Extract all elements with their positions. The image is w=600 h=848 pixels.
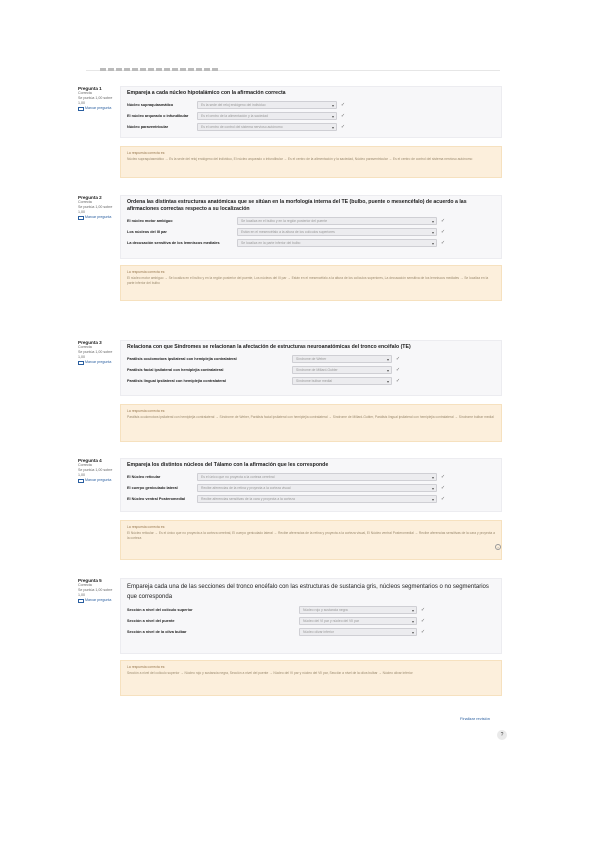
- match-select[interactable]: Es el único que no proyecta a la corteza cerebral ▾: [197, 473, 437, 481]
- question-content: [120, 195, 502, 259]
- correct-icon: ✓: [440, 474, 446, 480]
- chevron-down-icon: ▾: [431, 219, 434, 224]
- correct-icon: ✓: [440, 229, 446, 235]
- correct-icon: ✓: [395, 378, 401, 384]
- question-text: Relaciona con que Síndromes se relacionan la afectación de estructuras neuroanatómicas del tronco encéfalo (TE): [127, 344, 411, 350]
- match-row: [127, 365, 495, 375]
- match-row: [127, 472, 495, 482]
- flag-icon: [78, 361, 84, 365]
- chevron-down-icon: ▾: [431, 230, 434, 235]
- flag-question-button[interactable]: Marcar pregunta: [78, 598, 118, 603]
- match-select[interactable]: Núcleo olivar inferior ▾: [299, 628, 417, 636]
- match-row: [127, 111, 495, 121]
- chevron-down-icon: ▾: [331, 103, 334, 108]
- question-info: [78, 458, 118, 504]
- question-score: Se puntúa 1,00 sobre 1,00: [78, 468, 113, 477]
- match-label: La decusación sensitiva de los lemniscos mediales: [127, 241, 220, 245]
- question-content: [120, 458, 502, 512]
- question-number: Pregunta 5: [78, 578, 102, 583]
- flag-icon: [78, 599, 84, 603]
- match-label: Sección a nivel del colículo superior: [127, 608, 193, 612]
- question-number: Pregunta 4: [78, 458, 102, 463]
- question-status: Correcta: [78, 200, 92, 204]
- match-row: [127, 216, 495, 226]
- question-number: Pregunta 2: [78, 195, 102, 200]
- chevron-down-icon: ▾: [431, 486, 434, 491]
- match-select[interactable]: Núcleo del VI par y núcleo del VII par ▾: [299, 617, 417, 625]
- match-select[interactable]: Es la sede del reloj endógeno del individuo ▾: [197, 101, 337, 109]
- chevron-down-icon: ▾: [386, 379, 389, 384]
- match-row: [127, 616, 495, 626]
- match-label: El Núcleo ventral Posteromedial: [127, 497, 186, 501]
- question-text: Ordena las distintas estructuras anatómicas que se sitúan en la morfología interna del TE (bulbo, puente o mesencéfalo) de acuerdo a las afirmaciones correctas respecto a su localización: [127, 199, 467, 212]
- help-button[interactable]: ?: [497, 730, 507, 740]
- feedback-title: La respuesta correcta es:: [127, 270, 166, 274]
- question-content: [120, 340, 502, 396]
- chevron-down-icon: ▾: [386, 368, 389, 373]
- chevron-down-icon: ▾: [431, 475, 434, 480]
- correct-icon: ✓: [340, 124, 346, 130]
- match-label: Núcleo supraquiasmático: [127, 103, 174, 107]
- finish-review-link[interactable]: Finalizar revisión: [460, 716, 491, 721]
- match-select[interactable]: Síndrome de Millard-Gubler ▾: [292, 366, 392, 374]
- chevron-down-icon: ▾: [331, 125, 334, 130]
- chevron-down-icon: ▾: [431, 241, 434, 246]
- question-info: [78, 340, 118, 386]
- match-label: El Núcleo reticular: [127, 475, 161, 479]
- correct-icon: ✓: [395, 367, 401, 373]
- match-row: [127, 100, 495, 110]
- chevron-down-icon: ▾: [431, 497, 434, 502]
- match-row: [127, 238, 495, 248]
- match-label: Parálisis lingual ipsilateral con hemiplejia contralateral: [127, 379, 226, 383]
- correct-icon: ✓: [340, 102, 346, 108]
- correct-icon: ✓: [440, 218, 446, 224]
- match-select[interactable]: Núcleo rojo y sustancia negra ▾: [299, 606, 417, 614]
- feedback-box: [120, 146, 502, 178]
- match-select[interactable]: Están en el mesencéfalo a la altura de los colículos superiores ▾: [237, 228, 437, 236]
- feedback-title: La respuesta correcta es:: [127, 525, 166, 529]
- chevron-down-icon: ▾: [411, 619, 414, 624]
- chevron-down-icon: ▾: [411, 630, 414, 635]
- feedback-text: Núcleo supraquiasmático → Es la sede del reloj endógeno del individuo, El núcleo arqueado o infundibular → Es el centro de la alimentación y la saciedad, Núcleo paraventricular → Es el centro de control del sistema nervioso autónomo: [127, 157, 473, 161]
- match-label: Parálisis facial ipsilateral con hemiplejia contralateral: [127, 368, 224, 372]
- match-select[interactable]: Se localiza en el bulbo y en la región posterior del puente ▾: [237, 217, 437, 225]
- match-select[interactable]: Síndrome bulbar medial ▾: [292, 377, 392, 385]
- feedback-box: [120, 404, 502, 442]
- flag-question-button[interactable]: Marcar pregunta: [78, 106, 118, 111]
- correct-icon: ✓: [340, 113, 346, 119]
- feedback-title: La respuesta correcta es:: [127, 151, 166, 155]
- correct-icon: ✓: [420, 618, 426, 624]
- feedback-text: El Núcleo reticular → Es el único que no proyecta a la corteza cerebral, El cuerpo geniculado lateral → Recibe aferencias de la retina y proyecta a la corteza visual, El Núcleo ventral Posteromedial → Recibe aferencias sensitivas de la cara y proyecta a la corteza: [127, 531, 495, 541]
- chevron-down-icon: ▾: [386, 357, 389, 362]
- correct-icon: ✓: [395, 356, 401, 362]
- chevron-down-icon: ▾: [411, 608, 414, 613]
- correct-icon: ✓: [440, 485, 446, 491]
- question-score: Se puntúa 1,00 sobre 1,00: [78, 205, 113, 214]
- question-score: Se puntúa 1,00 sobre 1,00: [78, 96, 113, 105]
- feedback-box: [120, 520, 502, 560]
- flag-icon: [78, 216, 84, 220]
- question-info: [78, 195, 118, 241]
- match-row: [127, 227, 495, 237]
- correct-icon: ✓: [420, 629, 426, 635]
- question-text: Empareja los distintos núcleos del Tálamo con la afirmación que les corresponde: [127, 462, 329, 468]
- match-select[interactable]: Síndrome de Weber ▾: [292, 355, 392, 363]
- flag-icon: [78, 107, 84, 111]
- match-select[interactable]: Recibe aferencias sensitivas de la cara y proyecta a la corteza ▾: [197, 495, 437, 503]
- correct-icon: ✓: [420, 607, 426, 613]
- match-label: El núcleo motor ambiguo: [127, 219, 173, 223]
- match-row: [127, 354, 495, 364]
- flag-question-button[interactable]: Marcar pregunta: [78, 215, 118, 220]
- match-select[interactable]: Es el centro de control del sistema nervioso autónomo ▾: [197, 123, 337, 131]
- match-select[interactable]: Es el centro de la alimentación y la saciedad ▾: [197, 112, 337, 120]
- feedback-text: Parálisis oculomotora ipsilateral con hemiplejia contralateral → Síndrome de Weber, Parálisis facial ipsilateral con hemiplejia contralateral → Síndrome de Millard-Gubler, Parálisis lingual ipsilateral con hemiplejia contralateral → Síndrome bulbar medial: [127, 415, 494, 419]
- feedback-box: [120, 265, 502, 301]
- correct-icon: ✓: [440, 496, 446, 502]
- question-score: Se puntúa 1,00 sobre 1,00: [78, 350, 113, 359]
- question-status: Correcta: [78, 91, 92, 95]
- flag-question-button[interactable]: Marcar pregunta: [78, 478, 118, 483]
- top-divider: [86, 70, 500, 76]
- match-row: [127, 376, 495, 386]
- feedback-title: La respuesta correcta es:: [127, 665, 166, 669]
- match-label: Sección a nivel de la oliva bulbar: [127, 630, 187, 634]
- match-select[interactable]: Recibe aferencias de la retina y proyecta a la corteza visual ▾: [197, 484, 437, 492]
- flag-icon: [78, 479, 84, 483]
- question-content: [120, 578, 502, 654]
- match-select[interactable]: Se localiza en la parte inferior del bulbo ▾: [237, 239, 437, 247]
- match-label: El núcleo arqueado o infundibular: [127, 114, 189, 118]
- feedback-title: La respuesta correcta es:: [127, 409, 166, 413]
- match-label: El cuerpo geniculado lateral: [127, 486, 178, 490]
- question-status: Correcta: [78, 463, 92, 467]
- match-row: [127, 122, 495, 132]
- question-text: Empareja cada una de las secciones del tronco encéfalo con las estructuras de sustancia gris, núcleos segmentarios o no segmentarios que corresponda: [127, 584, 489, 600]
- match-label: Núcleo paraventricular: [127, 125, 169, 129]
- match-row: [127, 627, 495, 637]
- question-status: Correcta: [78, 345, 92, 349]
- question-text: Empareja a cada núcleo hipotalámico con la afirmación correcta: [127, 90, 286, 96]
- chevron-down-icon: ▾: [331, 114, 334, 119]
- feedback-text: Sección a nivel del colículo superior → Núcleo rojo y sustancia negra, Sección a nivel del puente → Núcleo del VI par y núcleo del VII par, Sección a nivel de la oliva bulbar → Núcleo olivar inferior: [127, 671, 413, 675]
- feedback-text: El núcleo motor ambiguo → Se localiza en el bulbo y en la región posterior del puente, Los núcleos del III par → Están en el mesencéfalo a la altura de los colículos superiores, La decusación sensitiva de los lemniscos mediales → Se localiza en la parte inferior del bulbo: [127, 276, 489, 286]
- match-row: [127, 605, 495, 615]
- correct-icon: ✓: [440, 240, 446, 246]
- flag-question-button[interactable]: Marcar pregunta: [78, 360, 118, 365]
- question-number: Pregunta 3: [78, 340, 102, 345]
- feedback-box: [120, 660, 502, 696]
- match-label: Parálisis oculomotora ipsilateral con hemiplejia contralateral: [127, 357, 237, 361]
- match-row: [127, 483, 495, 493]
- question-status: Correcta: [78, 583, 92, 587]
- question-content: [120, 86, 502, 138]
- match-row: [127, 494, 495, 504]
- question-info: [78, 578, 118, 624]
- match-label: Los núcleos del III par: [127, 230, 167, 234]
- match-label: Sección a nivel del puente: [127, 619, 175, 623]
- question-info: [78, 86, 118, 132]
- question-number: Pregunta 1: [78, 86, 102, 91]
- question-score: Se puntúa 1,00 sobre 1,00: [78, 588, 113, 597]
- scroll-handle[interactable]: ›: [495, 544, 501, 550]
